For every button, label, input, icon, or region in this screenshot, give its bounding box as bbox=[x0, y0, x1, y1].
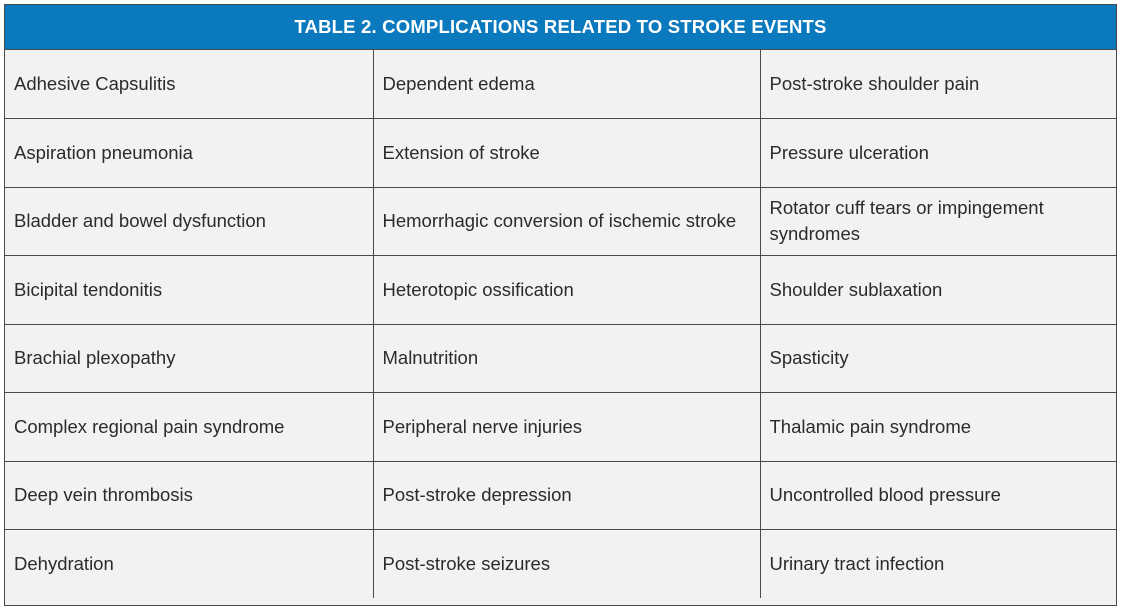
table-row bbox=[5, 256, 1116, 325]
table-cell: Spasticity bbox=[760, 324, 1116, 393]
table-row bbox=[5, 187, 1116, 256]
table-cell: Deep vein thrombosis bbox=[5, 461, 373, 530]
table-title: TABLE 2. COMPLICATIONS RELATED TO STROKE EVENTS bbox=[5, 5, 1116, 50]
table-cell: Peripheral nerve injuries bbox=[373, 393, 760, 462]
table-row bbox=[5, 119, 1116, 188]
table-cell: Adhesive Capsulitis bbox=[5, 50, 373, 119]
table-row bbox=[5, 324, 1116, 393]
table-cell: Pressure ulceration bbox=[760, 119, 1116, 188]
table-cell: Dehydration bbox=[5, 530, 373, 599]
table-cell: Heterotopic ossification bbox=[373, 256, 760, 325]
table-row bbox=[5, 393, 1116, 462]
table-cell: Thalamic pain syndrome bbox=[760, 393, 1116, 462]
table-cell: Aspiration pneumonia bbox=[5, 119, 373, 188]
table-row bbox=[5, 461, 1116, 530]
table-cell: Post-stroke depression bbox=[373, 461, 760, 530]
table-cell: Uncontrolled blood pressure bbox=[760, 461, 1116, 530]
table-cell: Shoulder sublaxation bbox=[760, 256, 1116, 325]
complications-table-frame bbox=[4, 4, 1117, 606]
table-cell: Dependent edema bbox=[373, 50, 760, 119]
table-cell: Post-stroke shoulder pain bbox=[760, 50, 1116, 119]
table-cell: Bicipital tendonitis bbox=[5, 256, 373, 325]
table-cell: Malnutrition bbox=[373, 324, 760, 393]
table-cell: Urinary tract infection bbox=[760, 530, 1116, 599]
table-row bbox=[5, 530, 1116, 599]
complications-table bbox=[5, 50, 1116, 598]
table-cell: Brachial plexopathy bbox=[5, 324, 373, 393]
table-cell: Extension of stroke bbox=[373, 119, 760, 188]
table-cell: Complex regional pain syndrome bbox=[5, 393, 373, 462]
table-cell: Post-stroke seizures bbox=[373, 530, 760, 599]
table-cell: Bladder and bowel dysfunction bbox=[5, 187, 373, 256]
table-row bbox=[5, 50, 1116, 119]
table-cell: Hemorrhagic conversion of ischemic stroke bbox=[373, 187, 760, 256]
table-cell: Rotator cuff tears or impingement syndromes bbox=[760, 187, 1116, 256]
